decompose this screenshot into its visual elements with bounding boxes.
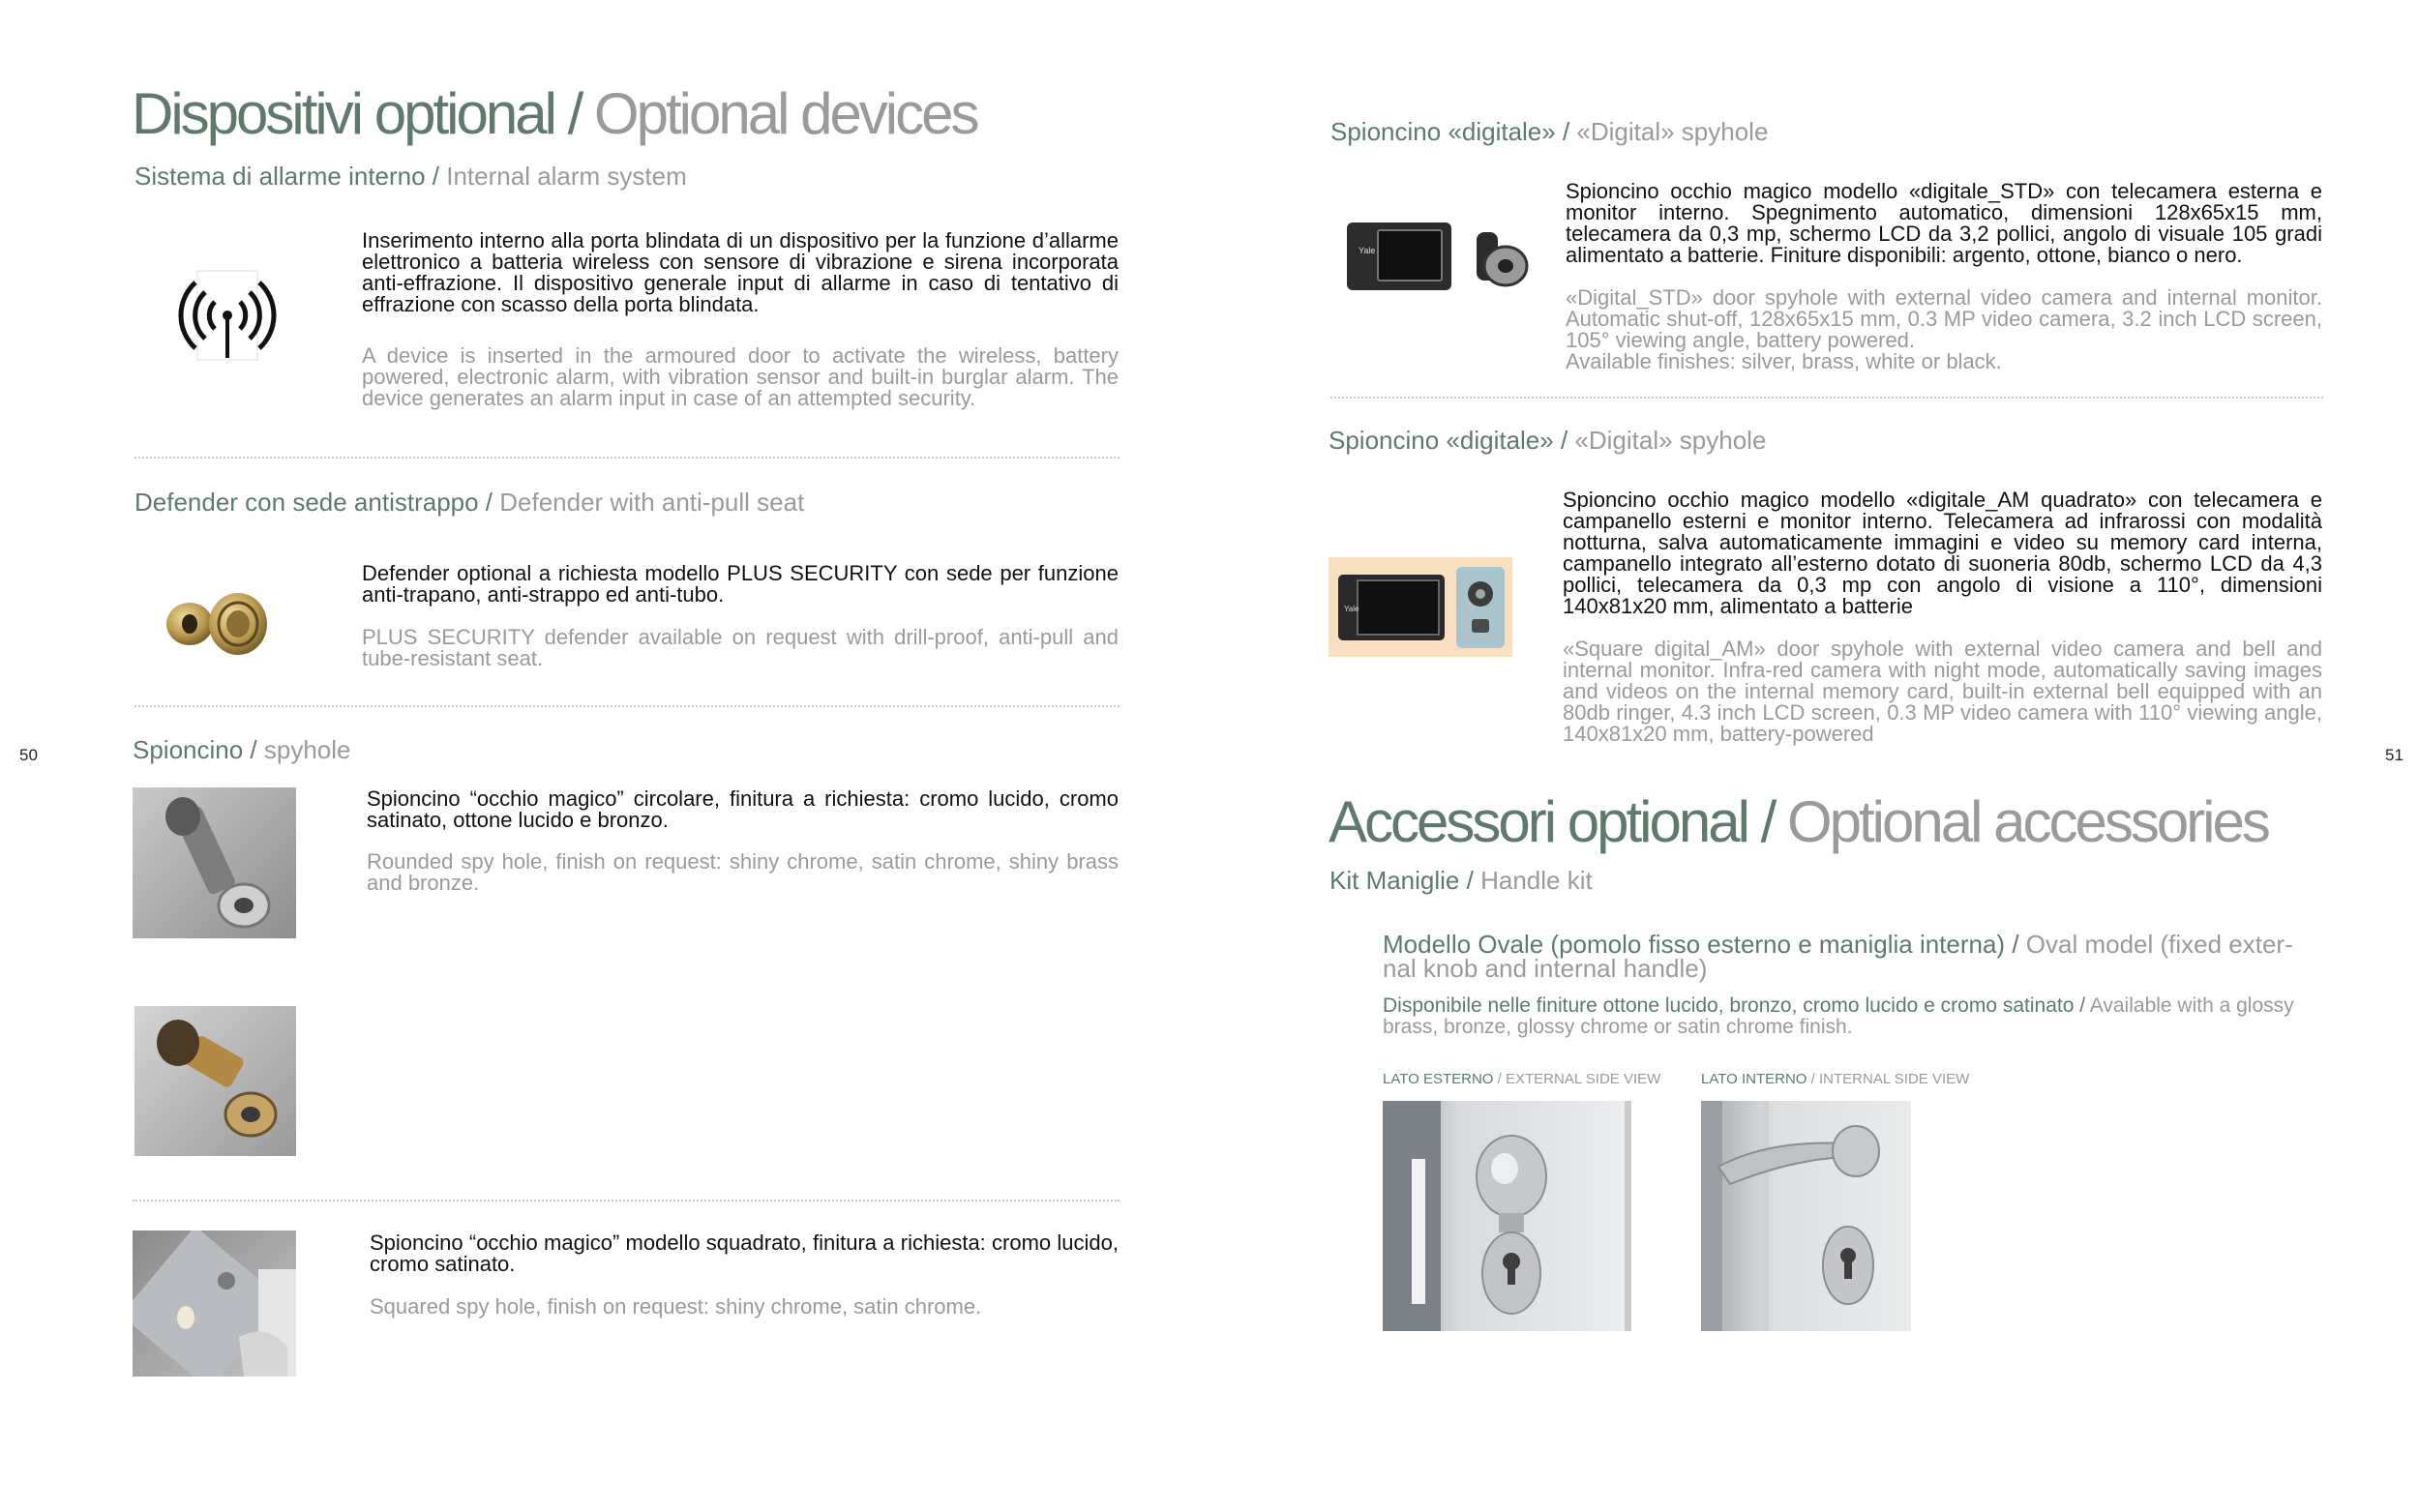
title-italian: Dispositivi optional (132, 81, 554, 146)
section-heading-defender: Defender con sede antistrappo / Defender with anti-pull seat (134, 488, 805, 517)
digital-1-text-it: Spioncino occhio magico modello «digitale_STD» con telecamera esterna e monitor interno. Spegnimento automatico, dimensioni 128x65x15 mm, telecamera da 0,3 mp, schermo LCD da 3,2 pollici, angolo di visuale 105 gradi alimentato a batterie. Finiture disponibili: argento, ottone, bianco o nero. (1566, 179, 2322, 267)
internal-side-photo (1701, 1101, 1911, 1331)
defender-text-it: Defender optional a richiesta modello PLUS SECURITY con sede per funzione anti-trapano, anti-strappo ed anti-tubo. (362, 561, 1119, 607)
alarm-text-en: A device is inserted in the armoured door to activate the wireless, battery powered, electronic alarm, with vibration sensor and built-in burglar alarm. The device generates an alarm input in case of an attempted security. (362, 343, 1119, 410)
digital-spyhole-am-photo (1329, 557, 1512, 657)
internal-side-label: LATO INTERNO / INTERNAL SIDE VIEW (1701, 1071, 1970, 1087)
alarm-text-it: Inserimento interno alla porta blindata di un dispositivo per la funzione d’allarme elettronico a batteria wireless con sensore di vibrazione e sirena incorporata anti-effrazione. Il dispositivo generale input di allarme in caso di tentativo di effrazione con scasso della porta blindata. (362, 228, 1119, 316)
digital-spyhole-std-photo (1345, 213, 1538, 300)
square-spyhole-text-it: Spioncino “occhio magico” modello squadrato, finitura a richiesta: cromo lucido, cromo satinato. (370, 1230, 1119, 1276)
title-italian: Accessori optional (1329, 789, 1747, 854)
defender-text-en: PLUS SECURITY defender available on request with drill-proof, anti-pull and tube-resistant seat. (362, 625, 1119, 670)
divider (134, 457, 1120, 459)
external-side-photo (1383, 1101, 1631, 1331)
round-spyhole-text-it: Spioncino “occhio magico” circolare, finitura a richiesta: cromo lucido, cromo satinato, ottone lucido e bronzo. (367, 786, 1119, 832)
digital-2-text-en: «Square digital_AM» door spyhole with external video camera and bell and internal monitor. Infra-red camera with night mode, automatically saving images and videos on the internal memory card, built-in external bell equipped with an 80db ringer, 4.3 inch LCD screen, 0.3 MP video camera with 110° viewing angle, 140x81x20 mm, battery-powered (1563, 637, 2322, 746)
square-spyhole-text-en: Squared spy hole, finish on request: shiny chrome, satin chrome. (370, 1294, 982, 1319)
model-description: Modello Ovale (pomolo fisso esterno e maniglia interna) / Oval model (fixed exter- nal knob and internal handle) (1383, 930, 2293, 983)
page-title-right: Accessori optional / Optional accessories (1329, 789, 2268, 854)
round-spyhole-text-en: Rounded spy hole, finish on request: shiny chrome, satin chrome, shiny brass and bronze. (367, 849, 1119, 895)
section-heading-spyhole: Spioncino / spyhole (133, 735, 351, 764)
page-number-left: 50 (19, 746, 38, 764)
wireless-alarm-icon (174, 261, 281, 368)
digital-2-text-it: Spioncino occhio magico modello «digitale_AM quadrato» con telecamera e campanello esterni e monitor interno. Telecamera ad infrarossi con modalità notturna, salva automaticamente immagini e video su memory card interna, campanello integrato all’esterno dotato di suoneria 80db, schermo LCD da 4,3 pollici, telecamera da 0,3 mp con angolo di visione a 110°, dimensioni 140x81x20 mm, alimentato a batterie (1563, 488, 2322, 618)
title-english: Optional devices (593, 81, 977, 146)
square-spyhole-photo (133, 1230, 296, 1377)
defender-photo (163, 585, 274, 663)
digital-1-text-en-1: «Digital_STD» door spyhole with external video camera and internal monitor. Automatic shut-off, 128x65x15 mm, 0.3 MP video camera, 3.2 inch LCD screen, 105° viewing angle, battery powered. (1566, 285, 2322, 352)
divider (1330, 397, 2323, 399)
external-side-label: LATO ESTERNO / EXTERNAL SIDE VIEW (1383, 1071, 1661, 1087)
finish-description: Disponibile nelle finiture ottone lucido, bronzo, cromo lucido e cromo satinato / Available with a glossy brass, bronze, glossy chrome or satin chrome finish. (1383, 994, 2294, 1038)
title-english: Optional accessories (1786, 789, 2268, 854)
round-spyhole-photo-1 (133, 787, 296, 938)
page-title-left: Dispositivi optional / Optional devices (132, 81, 977, 146)
divider (133, 1200, 1120, 1201)
round-spyhole-photo-2 (134, 1006, 296, 1156)
section-heading-digital-1: Spioncino «digitale» / «Digital» spyhole (1330, 117, 1769, 146)
page-number-right: 51 (2385, 746, 2404, 764)
section-heading-digital-2: Spioncino «digitale» / «Digital» spyhole (1329, 426, 1767, 455)
section-heading-handle-kit: Kit Maniglie / Handle kit (1329, 866, 1593, 895)
digital-1-text-en-2: Available finishes: silver, brass, white or black. (1566, 349, 2002, 373)
device-brand-label: Yale (1344, 605, 1359, 613)
section-heading-alarm: Sistema di allarme interno / Internal alarm system (134, 162, 687, 191)
divider (134, 705, 1120, 707)
device-brand-label: Yale (1359, 246, 1376, 255)
